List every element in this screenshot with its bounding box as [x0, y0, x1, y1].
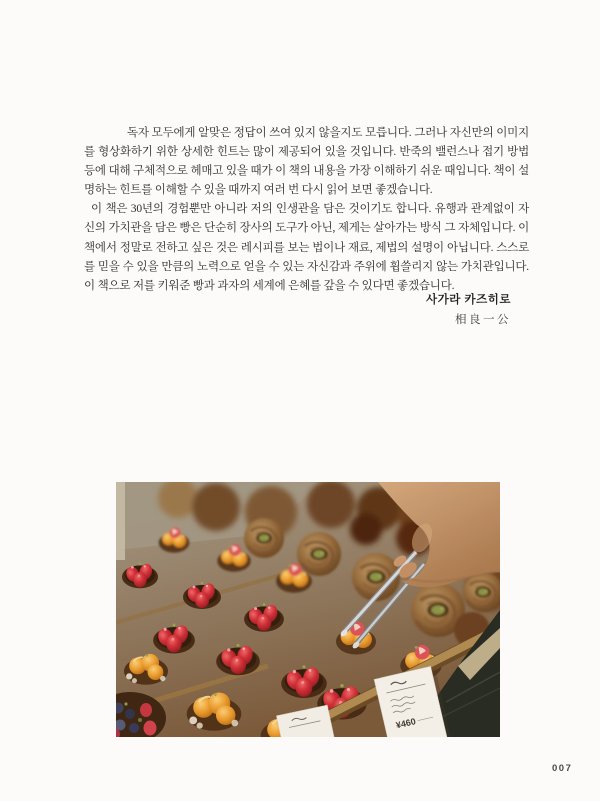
preface-text	[84, 124, 529, 296]
author-name-korean: 사가라 카즈히로	[426, 294, 511, 306]
author-name-hanja: 相良一公	[455, 314, 511, 326]
paragraph: 이 책은 30년의 경험뿐만 아니라 저의 인생관을 담은 것이기도 합니다. 유행과 관계없이 자신의 가치관을 담은 빵은 단순히 장사의 도구가 아닌, 제게는 살아가는 방식 그 자체입니다. 이 책에서 정말로 전하고 싶은 것은 레시피를 보는 법이나 재료, 제법의 설명이 아닙니다. 스스로를 믿을 수 있을 만큼의 노력으로 얻을 수 있는 자신감과 주위에 휩쓸리지 않는 가치관입니다. 이 책으로 저를 키워준 빵과 과자의 세계에 은혜를 갚을 수 있다면 좋겠습니다.	[84, 203, 529, 292]
price-text: ¥460	[394, 716, 417, 731]
page-number: 007	[552, 763, 573, 774]
bakery-photo	[116, 482, 500, 737]
paragraph: 독자 모두에게 알맞은 정답이 쓰여 있지 않을지도 모릅니다. 그러나 자신만의 이미지를 형상화하기 위한 상세한 힌트는 많이 제공되어 있을 것입니다. 반죽의 밸런스나 접기 방법 등에 대해 구체적으로 헤매고 있을 때가 이 책의 내용을 가장 이해하기 쉬운 때입니다. 책이 설명하는 힌트를 이해할 수 있을 때까지 여러 번 다시 읽어 보면 좋겠습니다.	[84, 127, 529, 197]
author-signature	[84, 291, 529, 327]
